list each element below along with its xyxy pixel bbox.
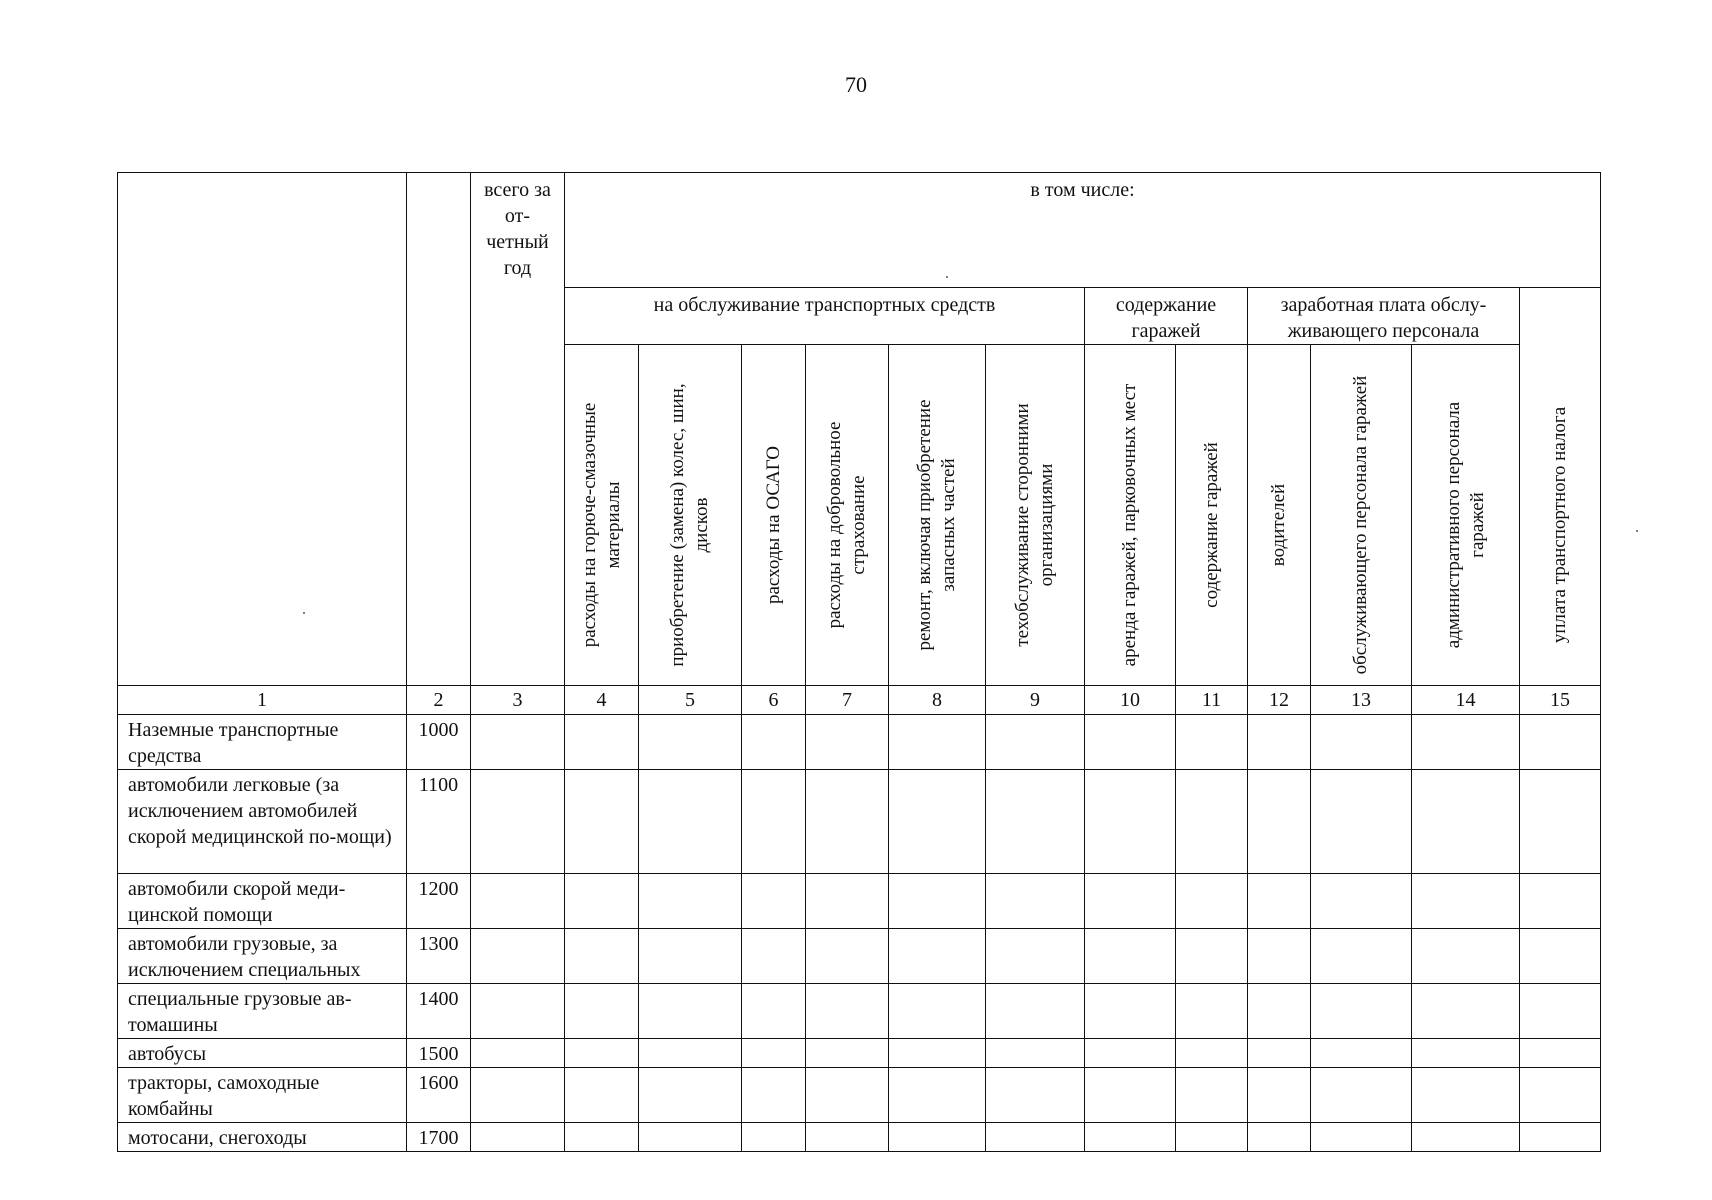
value-cell: [1176, 770, 1248, 874]
table-row: [118, 1039, 1601, 1068]
row-code: 1200: [407, 874, 471, 929]
value-cell: [1520, 770, 1601, 874]
col-fuel-label: расходы на горюче-смазочные материалы: [578, 402, 624, 648]
value-cell: [742, 1068, 806, 1123]
value-cell: [639, 874, 742, 929]
value-cell: [1520, 1123, 1601, 1152]
row-name: мотосани, снегоходы: [118, 1123, 407, 1152]
value-cell: [1520, 1068, 1601, 1123]
header-col-drivers: [1248, 345, 1311, 686]
value-cell: [471, 715, 565, 770]
value-cell: [806, 1039, 889, 1068]
value-cell: [1085, 770, 1176, 874]
value-cell: [639, 1068, 742, 1123]
value-cell: [742, 929, 806, 984]
value-cell: [1248, 770, 1311, 874]
value-cell: [1085, 874, 1176, 929]
value-cell: [806, 984, 889, 1039]
value-cell: [742, 770, 806, 874]
value-cell: [1176, 874, 1248, 929]
column-number-row: [118, 686, 1601, 715]
value-cell: [1248, 929, 1311, 984]
value-cell: [639, 770, 742, 874]
row-code: 1500: [407, 1039, 471, 1068]
group-service-label: на обслуживание транспортных средств: [653, 294, 996, 316]
row-code: 1400: [407, 984, 471, 1039]
row-name: автобусы: [118, 1039, 407, 1068]
table-row: [118, 1123, 1601, 1152]
value-cell: [1248, 874, 1311, 929]
value-cell: [742, 984, 806, 1039]
header-col-maintenance: [986, 345, 1085, 686]
header-col-tax: [1520, 288, 1601, 686]
value-cell: [1412, 929, 1520, 984]
value-cell: [1520, 984, 1601, 1039]
value-cell: [1248, 1039, 1311, 1068]
value-cell: [1520, 874, 1601, 929]
value-cell: [1085, 929, 1176, 984]
value-cell: [1412, 770, 1520, 874]
value-cell: [639, 984, 742, 1039]
value-cell: [1412, 1123, 1520, 1152]
value-cell: [889, 1039, 986, 1068]
col-garage-staff-label: обслуживающего персонала гаражей: [1350, 375, 1371, 675]
column-number: 4: [565, 686, 639, 715]
header-col-fuel: [565, 345, 639, 686]
column-number: 3: [471, 686, 565, 715]
table-row: [118, 984, 1601, 1039]
scan-speck: [946, 276, 948, 278]
value-cell: [889, 1123, 986, 1152]
header-col-admin-staff: [1412, 345, 1520, 686]
value-cell: [1176, 1123, 1248, 1152]
column-number: 9: [986, 686, 1085, 715]
table-row: [118, 874, 1601, 929]
row-code: 1000: [407, 715, 471, 770]
row-code: 1700: [407, 1123, 471, 1152]
value-cell: [1311, 715, 1412, 770]
value-cell: [986, 1123, 1085, 1152]
col-rent-label: аренда гаражей, парковочных мест: [1119, 383, 1140, 667]
value-cell: [806, 1123, 889, 1152]
header-total-label: всего за от-четный год: [484, 179, 551, 279]
value-cell: [1085, 984, 1176, 1039]
value-cell: [1311, 1039, 1412, 1068]
col-tires-label: приобретение (замена) колес, шин, дисков: [667, 383, 712, 667]
header-blank-name: [118, 173, 407, 686]
value-cell: [1176, 715, 1248, 770]
value-cell: [1520, 1039, 1601, 1068]
expense-table: [117, 172, 1601, 1152]
header-group-service: [565, 288, 1085, 345]
value-cell: [1311, 1068, 1412, 1123]
header-col-repair: [889, 345, 986, 686]
header-col-rent: [1085, 345, 1176, 686]
value-cell: [1176, 984, 1248, 1039]
value-cell: [1412, 1039, 1520, 1068]
header-in-total-label: в том числе:: [1030, 179, 1135, 201]
header-col-garage-staff: [1311, 345, 1412, 686]
col-osago-label: расходы на ОСАГО: [762, 446, 784, 605]
header-col-voluntary: [806, 345, 889, 686]
value-cell: [1412, 715, 1520, 770]
row-name: автомобили скорой меди-цинской помощи: [118, 874, 407, 929]
value-cell: [742, 1039, 806, 1068]
value-cell: [1248, 1068, 1311, 1123]
column-number: 2: [407, 686, 471, 715]
value-cell: [639, 715, 742, 770]
value-cell: [565, 1068, 639, 1123]
value-cell: [565, 1039, 639, 1068]
column-number: 11: [1176, 686, 1248, 715]
column-number: 12: [1248, 686, 1311, 715]
column-number: 8: [889, 686, 986, 715]
value-cell: [1176, 1039, 1248, 1068]
row-code: 1100: [407, 770, 471, 874]
value-cell: [565, 1123, 639, 1152]
value-cell: [1311, 1123, 1412, 1152]
value-cell: [742, 1123, 806, 1152]
value-cell: [986, 984, 1085, 1039]
value-cell: [986, 715, 1085, 770]
row-code: 1300: [407, 929, 471, 984]
value-cell: [471, 1068, 565, 1123]
value-cell: [471, 984, 565, 1039]
row-name: автомобили грузовые, за исключением специальных: [118, 929, 407, 984]
header-group-salary: [1248, 288, 1520, 345]
scan-speck: [303, 612, 305, 614]
col-voluntary-label: расходы на добровольное страхование: [824, 421, 869, 629]
value-cell: [806, 715, 889, 770]
value-cell: [986, 874, 1085, 929]
row-code: 1600: [407, 1068, 471, 1123]
header-blank-code: [407, 173, 471, 686]
value-cell: [742, 874, 806, 929]
value-cell: [1085, 1039, 1176, 1068]
value-cell: [1412, 984, 1520, 1039]
value-cell: [565, 874, 639, 929]
column-number: 1: [118, 686, 407, 715]
value-cell: [986, 1068, 1085, 1123]
value-cell: [1085, 1068, 1176, 1123]
value-cell: [565, 715, 639, 770]
column-number: 14: [1412, 686, 1520, 715]
value-cell: [639, 1039, 742, 1068]
value-cell: [471, 874, 565, 929]
value-cell: [889, 770, 986, 874]
table-row: [118, 1068, 1601, 1123]
row-name: автомобили легковые (за исключением автомобилей скорой медицинской по-мощи): [118, 770, 407, 874]
group-salary-label: заработная плата обслу-живающего персонала: [1280, 294, 1487, 342]
value-cell: [806, 874, 889, 929]
page-number: 70: [845, 72, 867, 97]
value-cell: [986, 929, 1085, 984]
value-cell: [806, 1068, 889, 1123]
row-name: Наземные транспортные средства: [118, 715, 407, 770]
value-cell: [889, 874, 986, 929]
value-cell: [565, 929, 639, 984]
value-cell: [1311, 929, 1412, 984]
value-cell: [1520, 715, 1601, 770]
header-group-garages: [1085, 288, 1248, 345]
value-cell: [986, 1039, 1085, 1068]
value-cell: [639, 1123, 742, 1152]
value-cell: [1248, 984, 1311, 1039]
header-col-tires: [639, 345, 742, 686]
value-cell: [889, 984, 986, 1039]
header-in-total: [565, 173, 1601, 288]
row-name: тракторы, самоходные комбайны: [118, 1068, 407, 1123]
value-cell: [1176, 929, 1248, 984]
value-cell: [565, 770, 639, 874]
row-name: специальные грузовые ав-томашины: [118, 984, 407, 1039]
col-repair-label: ремонт, включая приобретение запасных частей: [914, 399, 959, 651]
value-cell: [889, 1068, 986, 1123]
column-number: 10: [1085, 686, 1176, 715]
value-cell: [1311, 770, 1412, 874]
group-garages-label: содержание гаражей: [1115, 294, 1217, 342]
col-drivers-label: водителей: [1268, 483, 1289, 567]
value-cell: [471, 770, 565, 874]
col-garage-upkeep-label: содержание гаражей: [1200, 442, 1222, 608]
value-cell: [889, 715, 986, 770]
value-cell: [889, 929, 986, 984]
header-total: [471, 173, 565, 686]
value-cell: [471, 929, 565, 984]
value-cell: [471, 1123, 565, 1152]
value-cell: [639, 929, 742, 984]
col-admin-staff-label: административного персонала гаражей: [1442, 401, 1488, 649]
value-cell: [986, 770, 1085, 874]
value-cell: [1176, 1068, 1248, 1123]
value-cell: [1412, 874, 1520, 929]
scan-speck: [1636, 530, 1638, 532]
column-number: 13: [1311, 686, 1412, 715]
header-col-osago: [742, 345, 806, 686]
header-row-1: [118, 173, 1601, 288]
column-number: 5: [639, 686, 742, 715]
header-col-garage-upkeep: [1176, 345, 1248, 686]
value-cell: [1085, 1123, 1176, 1152]
value-cell: [1412, 1068, 1520, 1123]
value-cell: [565, 984, 639, 1039]
value-cell: [1311, 984, 1412, 1039]
value-cell: [1311, 874, 1412, 929]
column-number: 15: [1520, 686, 1601, 715]
value-cell: [1520, 929, 1601, 984]
table-row: [118, 929, 1601, 984]
value-cell: [1248, 715, 1311, 770]
table-row: [118, 715, 1601, 770]
value-cell: [471, 1039, 565, 1068]
col-tax-label: уплата транспортного налога: [1549, 406, 1571, 644]
column-number: 6: [742, 686, 806, 715]
value-cell: [806, 929, 889, 984]
col-maintenance-label: техобслуживание сторонними организациями: [1012, 403, 1057, 647]
table-row: [118, 770, 1601, 874]
value-cell: [806, 770, 889, 874]
value-cell: [1085, 715, 1176, 770]
value-cell: [742, 715, 806, 770]
value-cell: [1248, 1123, 1311, 1152]
column-number: 7: [806, 686, 889, 715]
